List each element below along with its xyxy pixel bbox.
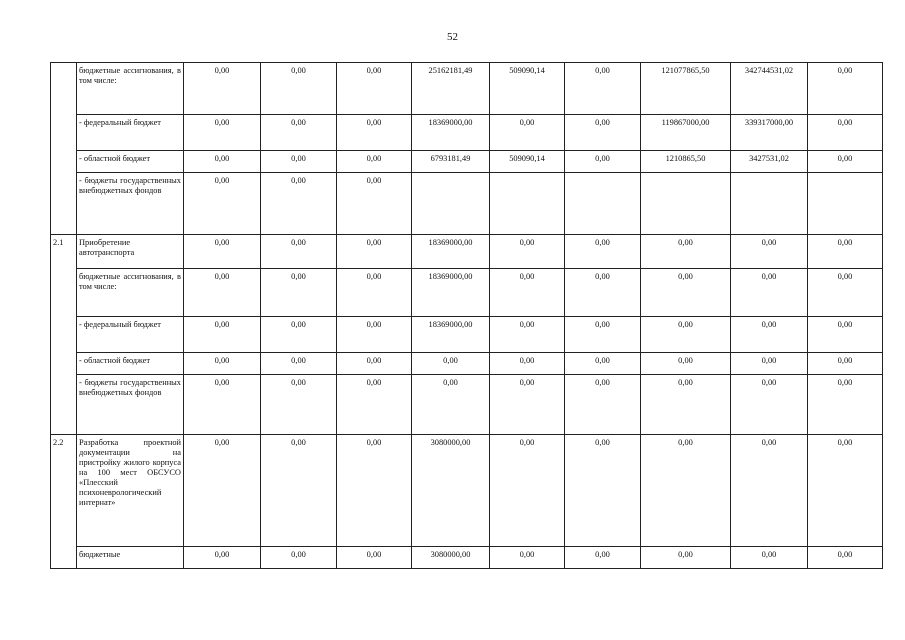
value-cell-col-5: 0,00 [490,269,565,317]
value-cell-col-7: 0,00 [641,375,731,435]
value-cell-col-3: 0,00 [337,115,412,151]
value-cell-col-3: 0,00 [337,173,412,235]
row-number [51,375,77,435]
value-cell-col-2: 0,00 [261,235,337,269]
row-description: Разработка проектной документации на пристройку жилого корпуса на 100 мест ОБСУСО «Плесский психоневрологический интернат» [77,435,184,547]
row-description: - бюджеты государственных внебюджетных фондов [77,375,184,435]
table-row [51,63,883,115]
table-row [51,173,883,235]
row-description: - областной бюджет [77,151,184,173]
value-cell-col-6 [565,173,641,235]
row-number [51,115,77,151]
value-cell-col-2: 0,00 [261,547,337,569]
value-cell-col-9: 0,00 [808,317,883,353]
value-cell-col-4: 0,00 [412,375,490,435]
table-row [51,269,883,317]
value-cell-col-7: 0,00 [641,317,731,353]
value-cell-col-5: 509090,14 [490,151,565,173]
value-cell-col-5: 0,00 [490,435,565,547]
row-number [51,269,77,317]
value-cell-col-4: 3080000,00 [412,547,490,569]
value-cell-col-9: 0,00 [808,235,883,269]
value-cell-col-9: 0,00 [808,63,883,115]
value-cell-col-6: 0,00 [565,547,641,569]
value-cell-col-3: 0,00 [337,353,412,375]
value-cell-col-5: 509090,14 [490,63,565,115]
row-description: бюджетные [77,547,184,569]
table-row [51,547,883,569]
value-cell-col-3: 0,00 [337,375,412,435]
page-number: 52 [447,31,458,43]
value-cell-col-7: 0,00 [641,353,731,375]
value-cell-col-4: 6793181,49 [412,151,490,173]
value-cell-col-4 [412,173,490,235]
value-cell-col-9: 0,00 [808,375,883,435]
value-cell-col-5 [490,173,565,235]
value-cell-col-6: 0,00 [565,235,641,269]
value-cell-col-9 [808,173,883,235]
value-cell-col-5: 0,00 [490,317,565,353]
table-row [51,115,883,151]
row-number [51,173,77,235]
value-cell-col-1: 0,00 [184,151,261,173]
value-cell-col-8: 0,00 [731,269,808,317]
budget-table [50,62,883,569]
value-cell-col-5: 0,00 [490,115,565,151]
value-cell-col-5: 0,00 [490,235,565,269]
value-cell-col-4: 18369000,00 [412,269,490,317]
value-cell-col-2: 0,00 [261,317,337,353]
value-cell-col-6: 0,00 [565,435,641,547]
row-description: - бюджеты государственных внебюджетных фондов [77,173,184,235]
value-cell-col-2: 0,00 [261,269,337,317]
value-cell-col-4: 18369000,00 [412,115,490,151]
row-description: - областной бюджет [77,353,184,375]
value-cell-col-3: 0,00 [337,317,412,353]
value-cell-col-1: 0,00 [184,115,261,151]
value-cell-col-2: 0,00 [261,63,337,115]
row-description: бюджетные ассигнования, в том числе: [77,63,184,115]
value-cell-col-3: 0,00 [337,435,412,547]
value-cell-col-4: 0,00 [412,353,490,375]
row-number [51,547,77,569]
value-cell-col-6: 0,00 [565,269,641,317]
value-cell-col-2: 0,00 [261,375,337,435]
value-cell-col-5: 0,00 [490,375,565,435]
value-cell-col-6: 0,00 [565,353,641,375]
row-description: - федеральный бюджет [77,317,184,353]
value-cell-col-3: 0,00 [337,269,412,317]
value-cell-col-4: 3080000,00 [412,435,490,547]
value-cell-col-7: 0,00 [641,235,731,269]
value-cell-col-8: 0,00 [731,353,808,375]
table-row [51,235,883,269]
value-cell-col-1: 0,00 [184,353,261,375]
value-cell-col-6: 0,00 [565,115,641,151]
value-cell-col-6: 0,00 [565,375,641,435]
value-cell-col-9: 0,00 [808,115,883,151]
row-description: Приобретение автотранспорта [77,235,184,269]
value-cell-col-1: 0,00 [184,375,261,435]
value-cell-col-6: 0,00 [565,151,641,173]
value-cell-col-2: 0,00 [261,353,337,375]
row-description: - федеральный бюджет [77,115,184,151]
value-cell-col-7: 0,00 [641,269,731,317]
value-cell-col-4: 25162181,49 [412,63,490,115]
value-cell-col-9: 0,00 [808,547,883,569]
value-cell-col-8: 0,00 [731,375,808,435]
value-cell-col-8: 0,00 [731,435,808,547]
value-cell-col-3: 0,00 [337,235,412,269]
value-cell-col-9: 0,00 [808,269,883,317]
row-number: 2.2 [51,435,77,547]
value-cell-col-8: 342744531,02 [731,63,808,115]
value-cell-col-7: 121077865,50 [641,63,731,115]
value-cell-col-2: 0,00 [261,151,337,173]
value-cell-col-4: 18369000,00 [412,317,490,353]
row-number [51,151,77,173]
value-cell-col-1: 0,00 [184,63,261,115]
value-cell-col-9: 0,00 [808,435,883,547]
row-number [51,317,77,353]
row-number: 2.1 [51,235,77,269]
table-row [51,375,883,435]
value-cell-col-1: 0,00 [184,269,261,317]
value-cell-col-1: 0,00 [184,435,261,547]
value-cell-col-9: 0,00 [808,353,883,375]
value-cell-col-8: 0,00 [731,235,808,269]
table-row [51,353,883,375]
value-cell-col-1: 0,00 [184,235,261,269]
row-number [51,353,77,375]
value-cell-col-7: 119867000,00 [641,115,731,151]
value-cell-col-6: 0,00 [565,63,641,115]
value-cell-col-2: 0,00 [261,435,337,547]
value-cell-col-3: 0,00 [337,151,412,173]
value-cell-col-3: 0,00 [337,547,412,569]
table-row [51,151,883,173]
value-cell-col-6: 0,00 [565,317,641,353]
value-cell-col-7: 0,00 [641,435,731,547]
table-row [51,435,883,547]
value-cell-col-8: 0,00 [731,547,808,569]
value-cell-col-7: 0,00 [641,547,731,569]
value-cell-col-9: 0,00 [808,151,883,173]
value-cell-col-5: 0,00 [490,353,565,375]
value-cell-col-7: 1210865,50 [641,151,731,173]
value-cell-col-5: 0,00 [490,547,565,569]
value-cell-col-8: 0,00 [731,317,808,353]
value-cell-col-1: 0,00 [184,173,261,235]
value-cell-col-3: 0,00 [337,63,412,115]
value-cell-col-1: 0,00 [184,547,261,569]
value-cell-col-1: 0,00 [184,317,261,353]
row-description: бюджетные ассигнования, в том числе: [77,269,184,317]
value-cell-col-4: 18369000,00 [412,235,490,269]
value-cell-col-2: 0,00 [261,173,337,235]
table-row [51,317,883,353]
value-cell-col-7 [641,173,731,235]
value-cell-col-8 [731,173,808,235]
value-cell-col-2: 0,00 [261,115,337,151]
value-cell-col-8: 339317000,00 [731,115,808,151]
row-number [51,63,77,115]
value-cell-col-8: 3427531,02 [731,151,808,173]
